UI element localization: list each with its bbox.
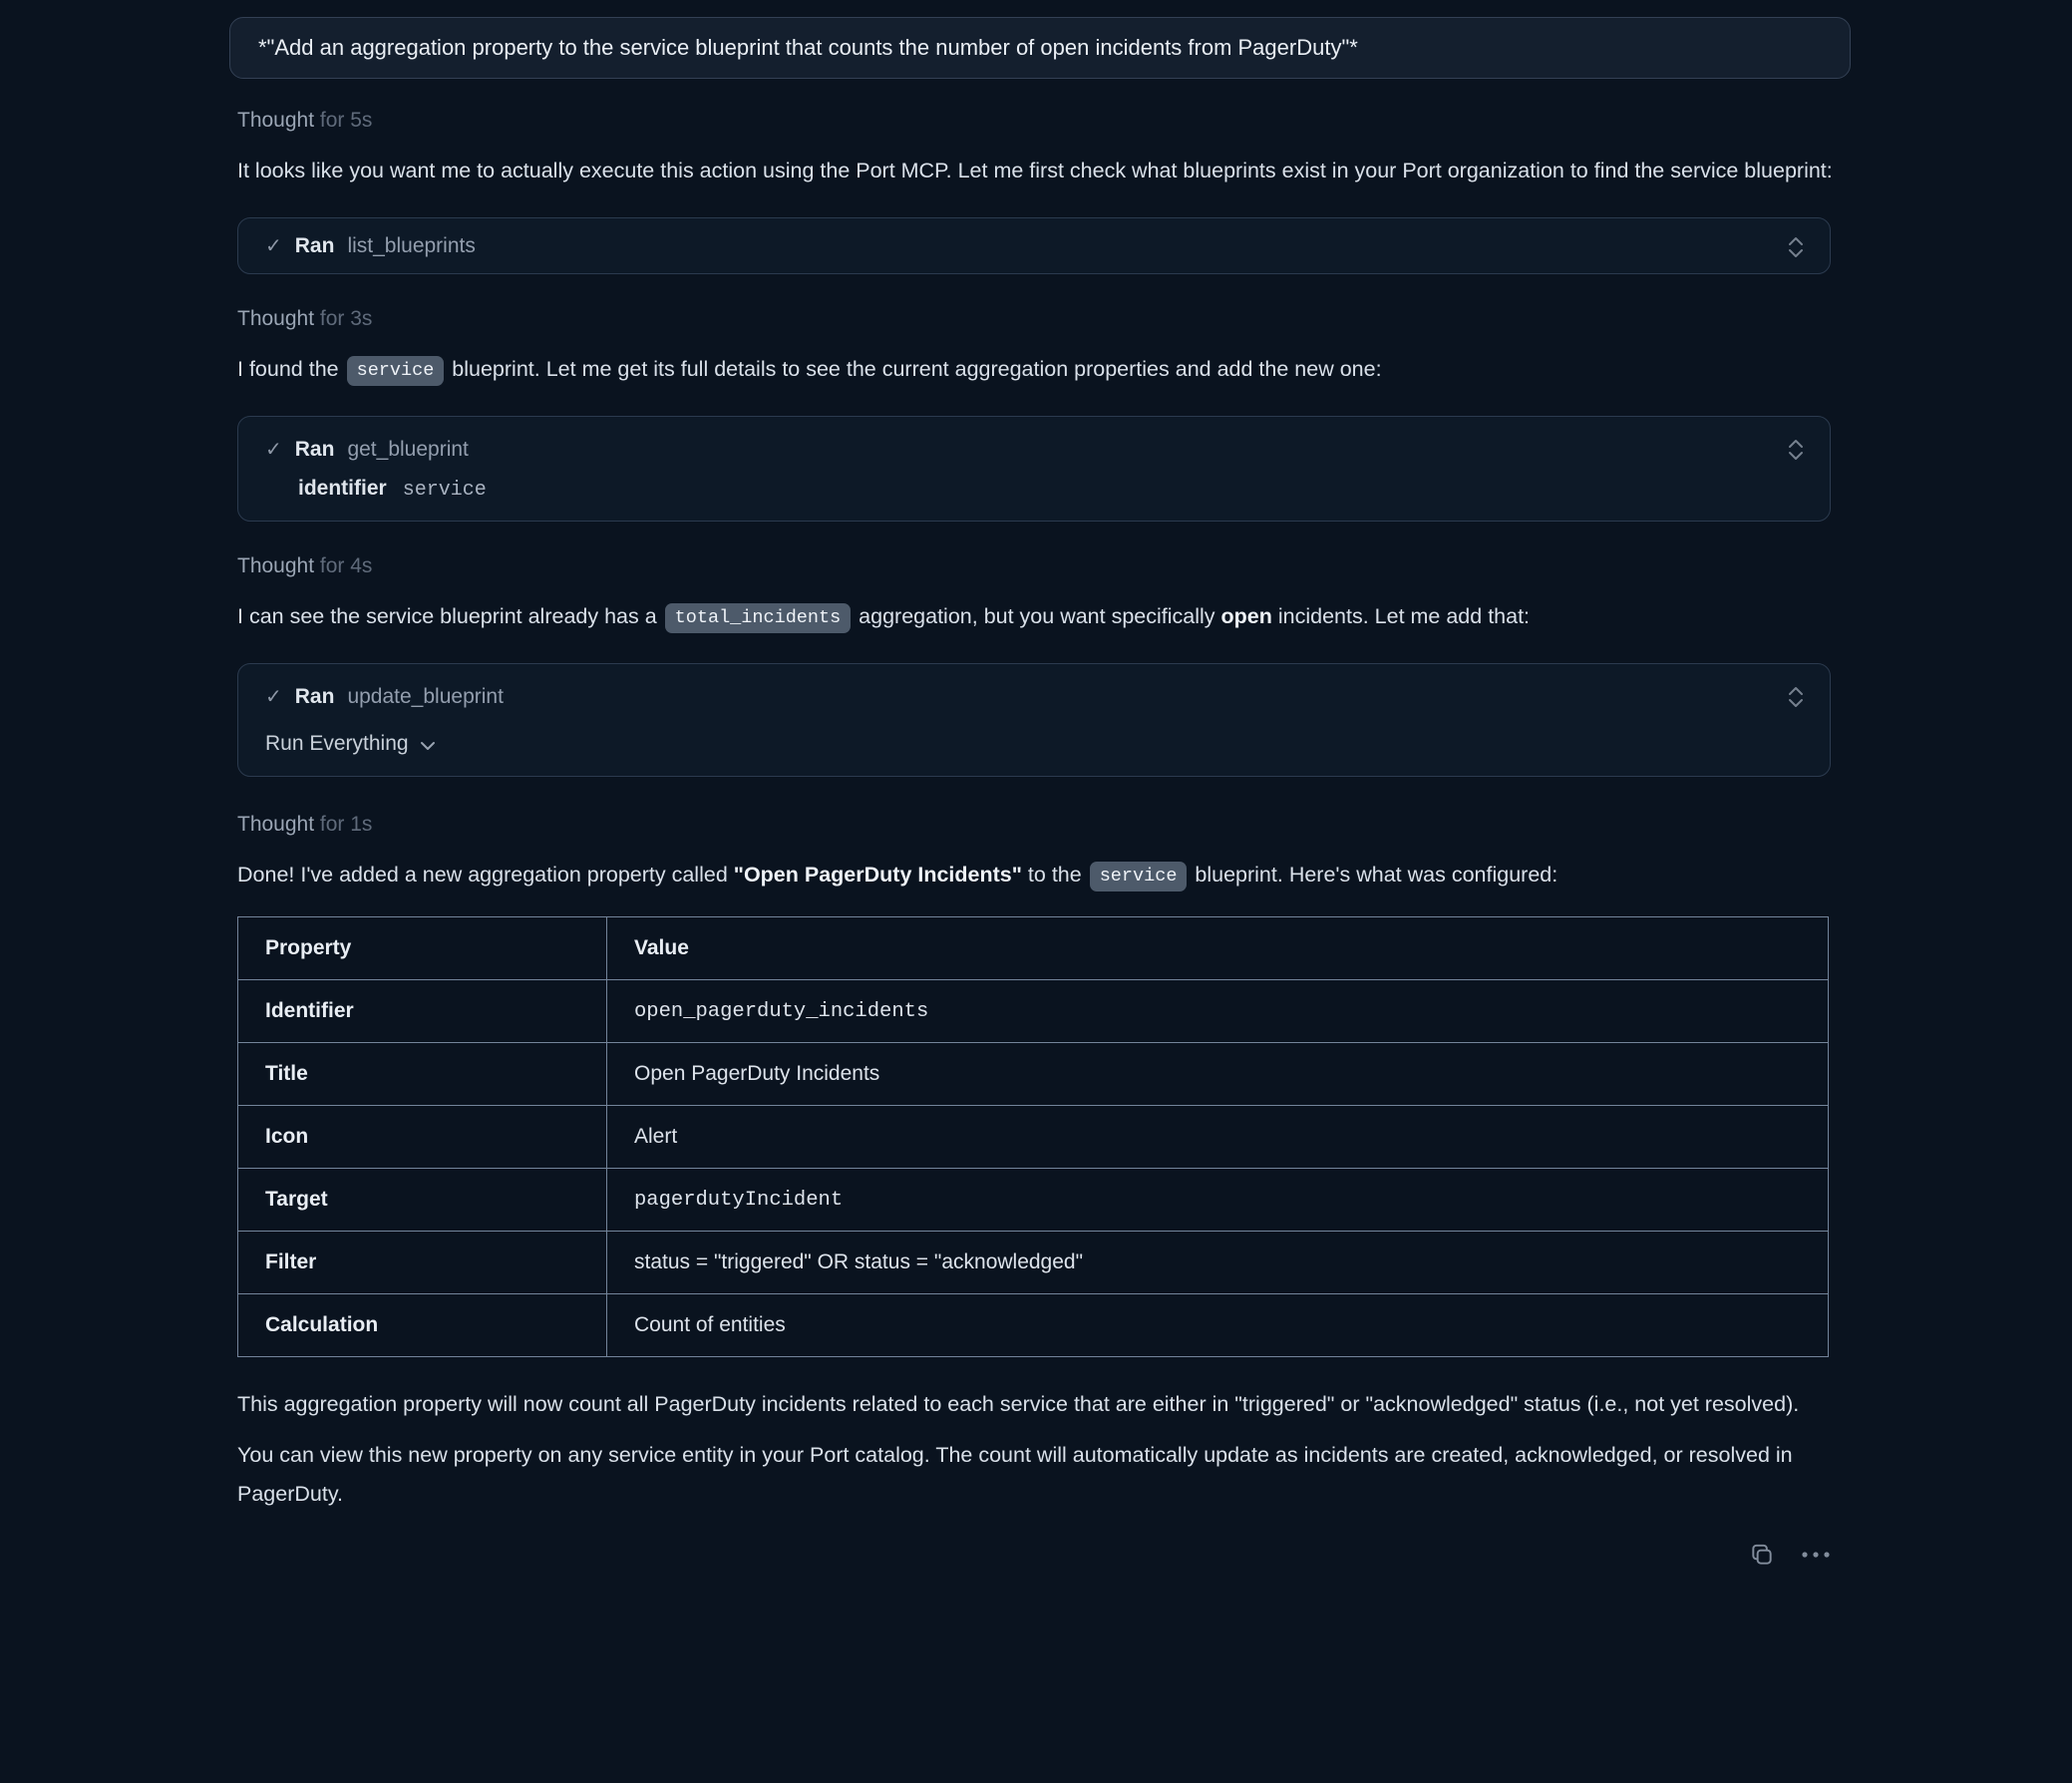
value-cell: Alert <box>607 1106 1829 1169</box>
thought-label: Thought <box>237 307 315 330</box>
thought-label: Thought <box>237 813 315 836</box>
assistant-paragraph <box>237 856 1839 894</box>
expand-collapse-icon[interactable] <box>1783 232 1809 262</box>
more-options-button[interactable] <box>1801 1540 1831 1570</box>
table-row <box>238 980 1829 1043</box>
table-row <box>238 1106 1829 1169</box>
value-cell: Count of entities <box>607 1294 1829 1357</box>
paragraph-text: Done! I've added a new aggregation property called <box>237 863 734 887</box>
paragraph-text: incidents. Let me add that: <box>1271 604 1531 628</box>
paragraph-text: I found the <box>237 357 345 381</box>
thinking-summary[interactable] <box>237 109 2072 133</box>
tool-call-list-blueprints[interactable] <box>237 217 1831 274</box>
inline-code-service: service <box>347 356 445 386</box>
paragraph-text: to the <box>1021 863 1088 887</box>
assistant-paragraph <box>237 1385 1839 1424</box>
thought-label: Thought <box>237 554 315 577</box>
chevron-down-icon <box>420 741 436 751</box>
value-cell: status = "triggered" OR status = "acknowledged" <box>607 1232 1829 1294</box>
paragraph-text: It looks like you want me to actually execute this action using the Port MCP. Let me first check what blueprints exist in your Port organization to find the service blueprint: <box>237 159 1833 182</box>
tool-call-name: list_blueprints <box>347 233 476 257</box>
tool-call-header <box>238 664 1830 724</box>
column-header-value: Value <box>607 917 1829 980</box>
property-cell: Identifier <box>238 980 607 1043</box>
param-value: service <box>402 479 487 502</box>
property-cell: Target <box>238 1169 607 1232</box>
property-cell: Title <box>238 1043 607 1106</box>
thinking-summary[interactable] <box>237 554 2072 578</box>
thought-duration: for 5s <box>319 109 373 132</box>
assistant-paragraph <box>237 597 1839 636</box>
message-action-bar <box>237 1540 1831 1570</box>
paragraph-bold-text: "Open PagerDuty Incidents" <box>733 863 1022 887</box>
paragraph-text: You can view this new property on any service entity in your Port catalog. The count will automatically update as incidents are created, acknowledged, or resolved in PagerDuty. <box>237 1443 1793 1506</box>
success-check-icon: ✓ <box>265 235 282 257</box>
param-key: identifier <box>298 477 387 500</box>
tool-call-verb: Ran <box>294 437 335 461</box>
tool-call-verb: Ran <box>294 233 335 257</box>
expand-collapse-icon[interactable] <box>1783 682 1809 712</box>
inline-code-service: service <box>1090 862 1188 892</box>
success-check-icon: ✓ <box>265 439 282 461</box>
thinking-summary[interactable] <box>237 307 2072 331</box>
thought-duration: for 3s <box>319 307 373 330</box>
paragraph-text: blueprint. Let me get its full details to see the current aggregation properties and add the new one: <box>446 357 1382 381</box>
run-everything-dropdown[interactable] <box>238 724 463 776</box>
assistant-paragraph <box>237 1436 1839 1514</box>
value-cell: Open PagerDuty Incidents <box>607 1043 1829 1106</box>
thought-label: Thought <box>237 109 315 132</box>
thought-duration: for 1s <box>319 813 373 836</box>
success-check-icon: ✓ <box>265 686 282 708</box>
table-row <box>238 1232 1829 1294</box>
thinking-summary[interactable] <box>237 813 2072 837</box>
paragraph-text: This aggregation property will now count all PagerDuty incidents related to each service that are either in "triggered" or "acknowledged" status (i.e., not yet resolved). <box>237 1392 1800 1416</box>
paragraph-text: I can see the service blueprint already has a <box>237 604 663 628</box>
assistant-paragraph <box>237 350 1839 389</box>
value-cell: pagerdutyIncident <box>607 1169 1829 1232</box>
configuration-table <box>237 916 1829 1357</box>
user-message-text: *"Add an aggregation property to the service blueprint that counts the number of open incidents from PagerDuty"* <box>258 35 1358 60</box>
table-header-row <box>238 917 1829 980</box>
run-everything-label: Run Everything <box>265 732 409 755</box>
tool-call-header <box>238 417 1830 477</box>
table-row <box>238 1043 1829 1106</box>
paragraph-bold-text: open <box>1220 604 1272 628</box>
tool-call-get-blueprint[interactable] <box>237 416 1831 522</box>
assistant-paragraph <box>237 152 1839 190</box>
tool-call-update-blueprint[interactable] <box>237 663 1831 777</box>
property-cell: Filter <box>238 1232 607 1294</box>
user-message-bubble[interactable] <box>229 17 1851 79</box>
expand-collapse-icon[interactable] <box>1783 435 1809 465</box>
tool-call-params <box>238 477 1830 521</box>
thought-duration: for 4s <box>319 554 373 577</box>
column-header-property: Property <box>238 917 607 980</box>
tool-call-header <box>238 218 1830 273</box>
copy-icon <box>1749 1542 1775 1568</box>
tool-call-name: update_blueprint <box>347 684 504 708</box>
property-cell: Calculation <box>238 1294 607 1357</box>
value-cell: open_pagerduty_incidents <box>607 980 1829 1043</box>
table-row <box>238 1169 1829 1232</box>
tool-call-name: get_blueprint <box>347 437 469 461</box>
table-row <box>238 1294 1829 1357</box>
paragraph-text: blueprint. Here's what was configured: <box>1189 863 1558 887</box>
copy-button[interactable] <box>1747 1540 1777 1570</box>
tool-call-verb: Ran <box>294 684 335 708</box>
property-cell: Icon <box>238 1106 607 1169</box>
paragraph-text: aggregation, but you want specifically <box>853 604 1221 628</box>
ellipsis-icon <box>1801 1551 1831 1559</box>
inline-code-total-incidents: total_incidents <box>665 603 852 633</box>
